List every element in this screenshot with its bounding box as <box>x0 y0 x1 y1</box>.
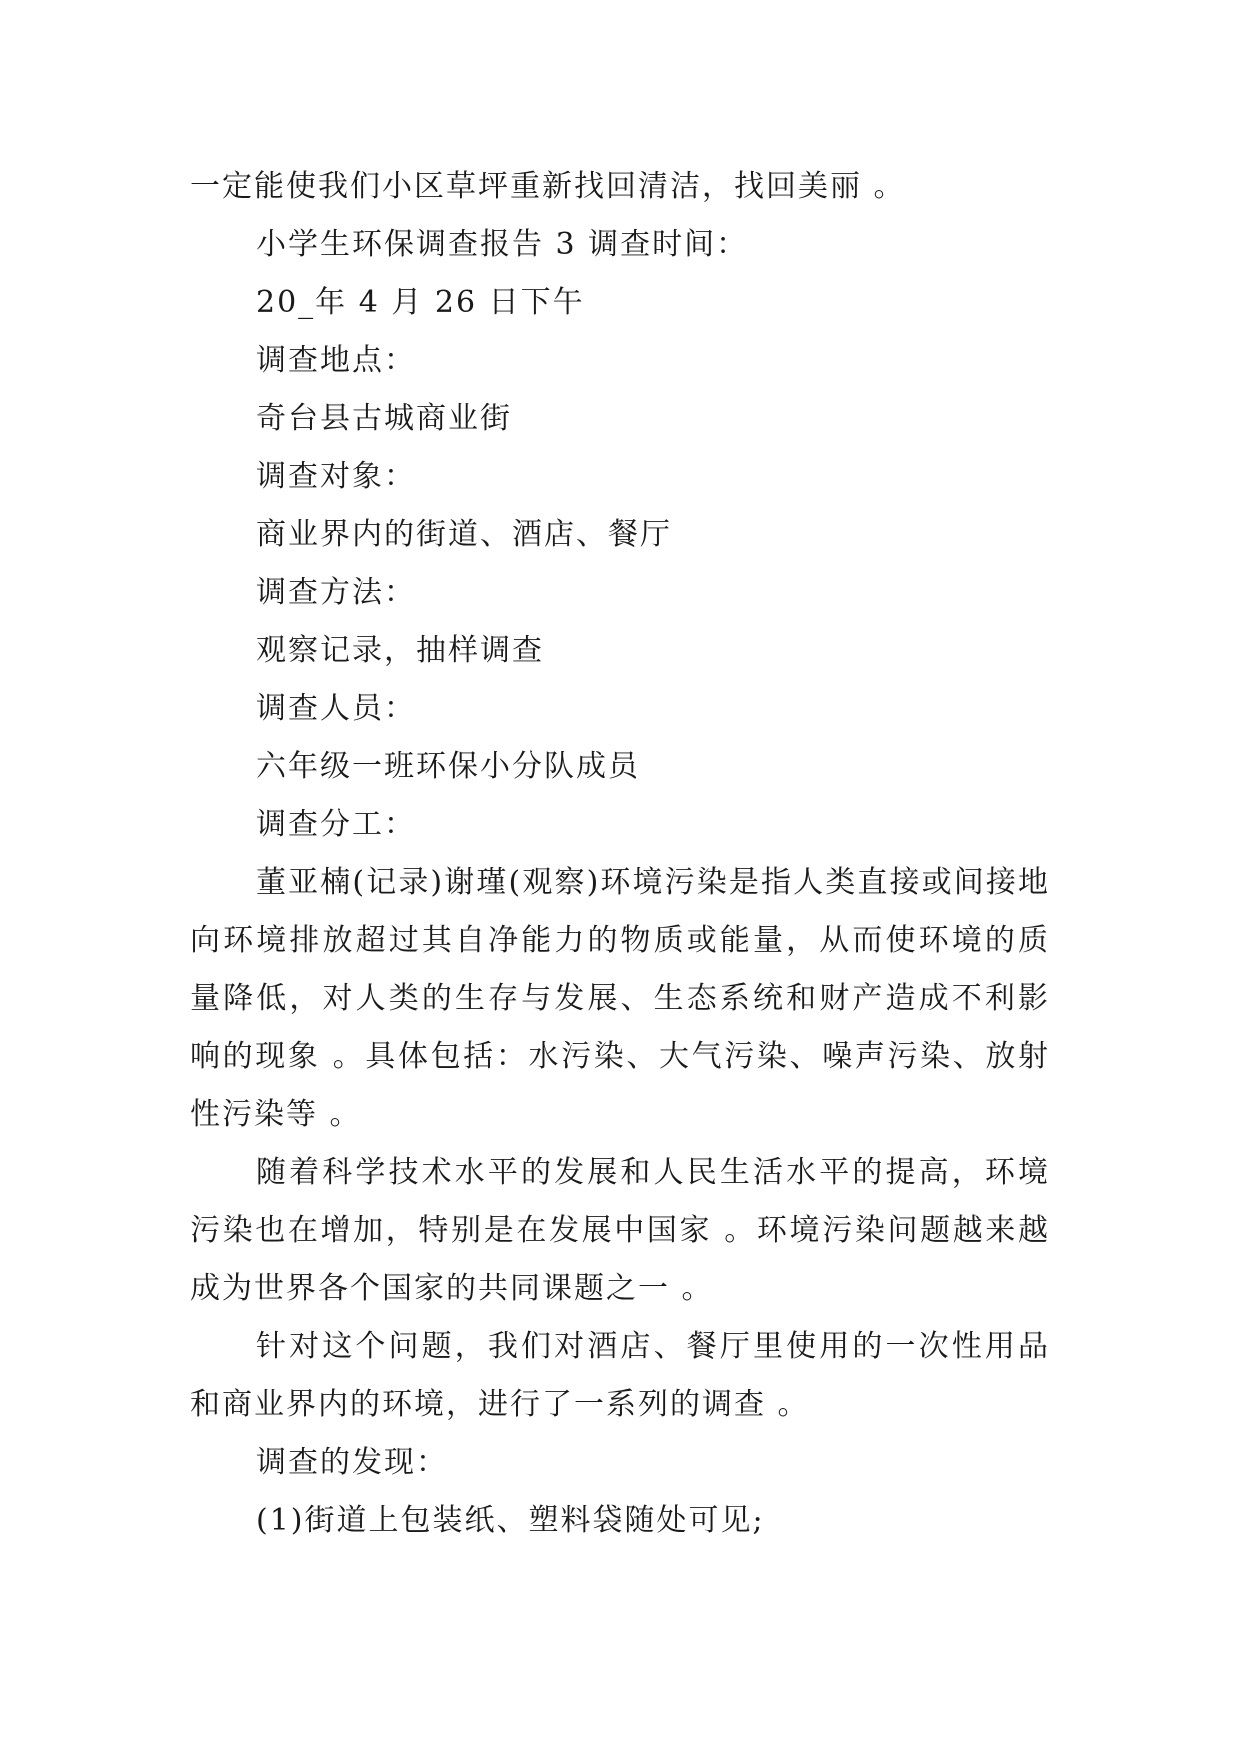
paragraph: (1)街道上包装纸、塑料袋随处可见; <box>256 1503 765 1538</box>
paragraph: 小学生环保调查报告 3 调查时间： <box>256 227 749 262</box>
paragraph: 观察记录，抽样调查 <box>256 633 544 668</box>
paragraph: 董亚楠(记录)谢瑾(观察)环境污染是指人类直接或间接地向环境排放超过其自净能力的物质或能量，从而使环境的质量降低，对人类的生存与发展、生态系统和财产造成不利影响的现象 。具体包括：水污染、大气污染、噪声污染、放射性污染等 。 <box>190 865 1050 1132</box>
paragraph: 调查地点： <box>256 343 416 378</box>
paragraph: 商业界内的街道、酒店、餐厅 <box>256 517 672 552</box>
paragraph: 调查对象： <box>256 459 416 494</box>
paragraph: 调查方法： <box>256 575 416 610</box>
paragraph: 20_年 4 月 26 日下午 <box>256 285 585 320</box>
paragraph: 针对这个问题，我们对酒店、餐厅里使用的一次性用品和商业界内的环境，进行了一系列的调查 。 <box>190 1329 1050 1422</box>
paragraph: 六年级一班环保小分队成员 <box>256 749 640 784</box>
paragraph: 一定能使我们小区草坪重新找回清洁，找回美丽 。 <box>190 169 906 204</box>
paragraph: 调查人员： <box>256 691 416 726</box>
paragraph: 调查的发现： <box>256 1445 448 1480</box>
paragraph: 奇台县古城商业街 <box>256 401 512 436</box>
paragraph: 调查分工： <box>256 807 416 842</box>
document-body <box>190 158 1050 1550</box>
paragraph: 随着科学技术水平的发展和人民生活水平的提高，环境污染也在增加，特别是在发展中国家 。环境污染问题越来越成为世界各个国家的共同课题之一 。 <box>190 1155 1050 1306</box>
